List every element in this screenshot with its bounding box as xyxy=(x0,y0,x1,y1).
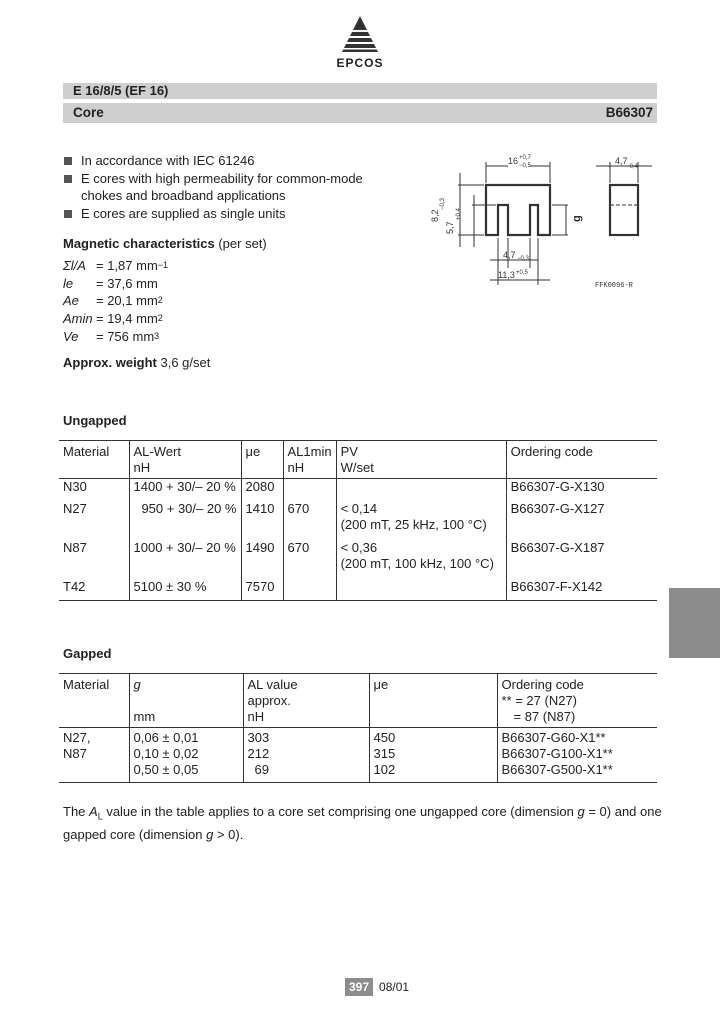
table-row: N30 1400 + 30/– 20 % 2080 B66307-G-X130 xyxy=(59,479,657,501)
list-item: In accordance with IEC 61246 xyxy=(63,152,403,170)
dim-depth: 4,7 xyxy=(615,156,628,166)
dim-inner-height: 5,7 xyxy=(445,221,455,234)
table-row: N87 1000 + 30/– 20 % 1490 670 < 0,36 (200 mT, 100 kHz, 100 °C) B66307-G-X187 xyxy=(59,540,657,579)
bullet-square-icon xyxy=(64,210,72,218)
page-number: 397 xyxy=(345,978,373,996)
table-header: Material AL-Wert nH μe AL1min nH PV W/set Ordering code xyxy=(59,441,657,479)
gapped-heading: Gapped xyxy=(63,646,112,661)
dim-width: 16 xyxy=(508,156,519,166)
page-subtitle: Core xyxy=(73,105,104,120)
table-row: N27, N87 0,06 ± 0,01 0,10 ± 0,02 0,50 ± 0,05 303 212 69 450 315 102 B66307-G60-X1** B66307-G100-X1** B66307-G500-X1** xyxy=(59,728,657,783)
feature-list xyxy=(63,152,403,222)
subtitle-bar xyxy=(63,103,657,123)
svg-text:+0,5: +0,5 xyxy=(516,270,528,276)
bullet-square-icon xyxy=(64,175,72,183)
svg-text:+0,4: +0,4 xyxy=(456,208,462,220)
ungapped-heading: Ungapped xyxy=(63,413,127,428)
svg-text:−0,3: −0,3 xyxy=(440,198,446,210)
epcos-logo xyxy=(328,14,392,72)
svg-text:4,7 xyxy=(503,250,516,260)
svg-text:16 xyxy=(508,156,518,166)
svg-text:−0,3: −0,3 xyxy=(517,256,529,262)
issue-date: 08/01 xyxy=(379,980,410,994)
drawing-reference: FFK0096-R xyxy=(595,282,633,290)
dim-window: 11,3 xyxy=(498,270,515,280)
bullet-square-icon xyxy=(64,157,72,165)
dim-height: 8,2 xyxy=(430,209,440,222)
section-heading: Magnetic characteristics xyxy=(63,236,215,251)
epcos-triangle-icon xyxy=(328,14,392,56)
svg-text:11,3 xyxy=(498,270,515,280)
mag-row: Σl/A = 1,87 mm −1 xyxy=(63,257,169,273)
svg-text:+0,7: +0,7 xyxy=(519,155,531,161)
approx-weight: Approx. weight 3,6 g/set xyxy=(63,355,211,370)
dim-gap: g xyxy=(571,215,583,222)
table-header: Material g mm AL value approx. nH μe Ordering code ** = 27 (N27) = 87 (N87) xyxy=(59,674,657,728)
dim-center-leg: 4,7 xyxy=(503,250,516,260)
mag-row: Ve = 756 mm 3 xyxy=(63,328,160,344)
table-row: T42 5100 ± 30 % 7570 B66307-F-X142 xyxy=(59,579,657,601)
mag-row: Amin = 19,4 mm 2 xyxy=(63,311,163,327)
core-dimension-drawing xyxy=(420,150,670,290)
mag-row: Ae = 20,1 mm 2 xyxy=(63,293,163,309)
gapped-table xyxy=(59,673,657,783)
page-footer xyxy=(345,978,409,996)
list-item: E cores are supplied as single units xyxy=(63,205,403,223)
svg-text:5,7 xyxy=(445,221,455,234)
footnote: The $A_L$ value in the table applies to a core set comprising one ungapped core (dimension g = 0) and one gapped core (dimension g > 0). xyxy=(63,804,662,843)
ungapped-table xyxy=(59,440,657,601)
table-row: N27 950 + 30/– 20 % 1410 670 < 0,14 (200 mT, 25 kHz, 100 °C) B66307-G-X127 xyxy=(59,501,657,540)
svg-text:g xyxy=(571,215,583,222)
page-title: E 16/8/5 (EF 16) xyxy=(73,83,169,98)
part-number: B66307 xyxy=(605,105,653,120)
mag-row: le = 37,6 mm xyxy=(63,275,158,291)
list-item: E cores with high permeability for common-mode chokes and broadband applications xyxy=(63,170,403,205)
svg-text:−0,4: −0,4 xyxy=(626,164,638,170)
svg-text:8,2 xyxy=(430,209,440,222)
title-bar xyxy=(63,83,657,99)
logo-text: EPCOS xyxy=(336,56,384,70)
svg-text:−0,5: −0,5 xyxy=(519,163,531,169)
svg-text:FFK0096-R xyxy=(595,282,634,290)
side-tab-marker xyxy=(669,588,720,658)
magnetic-characteristics: Magnetic characteristics (per set) Σl/A = 1,87 mm −1 le = 37,6 mm Ae = 20,1 mm 2 Amin = 19,4 mm 2 Ve = 756 mm 3 xyxy=(63,236,267,344)
